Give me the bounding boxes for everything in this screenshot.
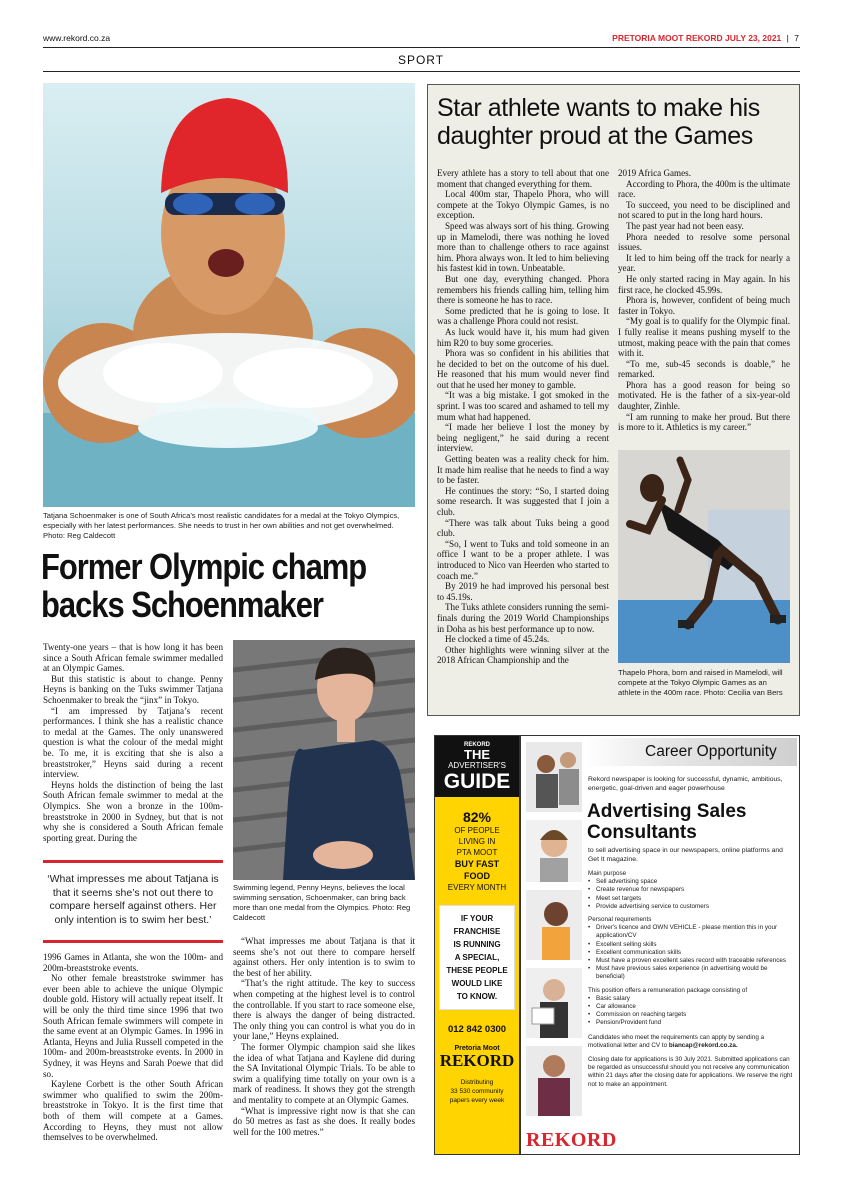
guide-advertisers: ADVERTISER'S	[448, 761, 506, 770]
list-item: • Commission on reaching targets	[588, 1011, 794, 1019]
paragraph: Some predicted that he is going to lose. It was a challenge Phora could not resist.	[437, 305, 609, 327]
apply-email[interactable]: biancap@rekord.co.za.	[668, 1041, 738, 1049]
paragraph: “I am running to make her proud. But there is more to it. Athletics is my career.”	[618, 411, 790, 433]
paragraph: 1996 Games in Atlanta, she won the 100m- and 200m-breaststroke events.	[43, 952, 223, 973]
swimmer-col1-top	[43, 642, 223, 849]
guide-stat-line: OF PEOPLE	[454, 826, 500, 835]
guide-franchise-line: IF YOUR	[460, 914, 494, 923]
athlete-photo-caption: Thapelo Phora, born and raised in Mamelodi, will compete at the Tokyo Olympic Games as an athlete in the 400m race. Photo: Cecilia van Bers	[618, 668, 783, 697]
career-title	[587, 801, 797, 843]
career-details	[588, 870, 794, 1089]
package-heading: This position offers a remuneration package consisting of	[588, 986, 748, 994]
list-item: • Create revenue for newspapers	[588, 886, 794, 894]
guide-guide: GUIDE	[443, 770, 511, 793]
guide-stat-line: LIVING IN	[458, 837, 496, 846]
pull-quote-top-rule	[43, 860, 223, 863]
paragraph: But this statistic is about to change. Penny Heyns is banking on the Tuks swimmer Tatjana Schoenmaker to break the “jinx” in Tokyo.	[43, 673, 223, 705]
swimmer-col2-bottom	[233, 936, 415, 1157]
paragraph: Phora has a good reason for being so motivated. He is the father of a six-year-old daughter, Zinhle.	[618, 379, 790, 412]
guide-buy-line: FOOD	[464, 871, 490, 881]
paragraph: “So, I went to Tuks and told someone in an office I want to be a proper athlete. I was introduced to Nico van Heerden who started to coach me.”	[437, 538, 609, 581]
guide-franchise-line: A SPECIAL,	[454, 953, 500, 962]
section-label: SPORT	[397, 53, 445, 67]
pull-quote: ‘What impresses me about Tatjana is that it seems she’s not out there to compare herself against others. Her only intention is to swim her best.’	[47, 873, 219, 926]
requirements-list	[588, 924, 794, 981]
paragraph: To succeed, you need to be disciplined and not scared to put in the long hard hours.	[618, 199, 790, 221]
athlete-col2	[618, 168, 790, 446]
paragraph: Phora is, however, confident of being much faster in Tokyo.	[618, 295, 790, 316]
swimmer-headline-line2: backs Schoenmaker	[41, 584, 323, 625]
list-item: • Must have previous sales experience (in advertising would be beneficial)	[588, 965, 794, 981]
guide-percent: 82%	[462, 809, 492, 825]
paragraph: He clocked a time of 45.24s.	[445, 634, 550, 645]
package-list	[588, 995, 794, 1028]
paragraph: Kaylene Corbett is the other South African swimmer who qualified to swim the 200m-breaststroke in Tokyo. It is the first time that both of them will compete at a Games. According to Heyns, they must not allow themselves to be overwhelmed.	[43, 1079, 223, 1143]
header-page-number: 7	[794, 33, 799, 43]
guide-franchise-line: TO KNOW.	[456, 992, 498, 1001]
header-separator: |	[786, 33, 789, 43]
paragraph: No other female breaststroke swimmer has ever been able to achieve the unique Olympic double gold. History will actually repeat itself. It will be only the third time since 1996 that two South African female swimmers will compete in the same event at an Olympic Games. In 1996 in Atlanta, Heyns and Julia Russell competed in the 100m- and 200m-breaststroke events. In 2000 in Sydney, it was Heyns and Sarah Poewe that did so.	[43, 973, 223, 1079]
guide-distribution-line: 33 530 community	[450, 1088, 504, 1095]
career-intro: Rekord newspaper is looking for successful, dynamic, ambitious, energetic, goal-driven and eager powerhouse	[588, 776, 783, 792]
header-publication: PRETORIA MOOT REKORD	[612, 33, 723, 43]
paragraph: But one day, everything changed. Phora remembers his friends calling him, telling him there is someone he has to race.	[437, 273, 609, 306]
header-website: www.rekord.co.za	[43, 33, 111, 43]
guide-brand-small: Pretoria Moot	[454, 1045, 500, 1052]
paragraph: “That’s the right attitude. The key to success when competing at the highest level is to control the controllable. If you start to race someone else, there is always the danger of being distracted. The only thing you can control is what you do in your lane,” Heyns explained.	[233, 978, 415, 1042]
main-purpose-heading: Main purpose	[588, 870, 627, 877]
paragraph: Twenty-one years – that is how long it has been since a South African female swimmer medalled at an Olympic Games.	[43, 642, 223, 674]
swimmer-col1-bottom	[43, 952, 223, 1157]
paragraph: Phora was so confident in his abilities that he decided to bet on the outcome of his duel. He reasoned that his mum would never find out that he used her money to gamble.	[437, 348, 609, 390]
paragraph: As luck would have it, his mum had given him R20 to buy some groceries.	[437, 326, 609, 348]
guide-the: THE	[464, 747, 490, 762]
list-item: • Excellent communication skills	[588, 949, 794, 957]
athlete-headline: Star athlete wants to make his daughter proud at the Games	[437, 94, 760, 150]
list-item: • Meet set targets	[588, 895, 794, 903]
paragraph: “To me, sub-45 seconds is doable,” he remarked.	[618, 358, 790, 380]
career-banner: Career Opportunity	[585, 738, 797, 766]
list-item: • Sell advertising space	[588, 878, 794, 886]
list-item: • Must have a proven excellent sales record with traceable references	[588, 957, 794, 965]
guide-distribution-line: papers every week	[449, 1097, 505, 1104]
guide-rekord-small: REKORD	[463, 742, 490, 748]
paragraph: “It was a big mistake. I got smoked in the sprint. I was too scared and ashamed to tell my mum what had happened.	[437, 390, 609, 422]
guide-every-month: EVERY MONTH	[447, 883, 507, 892]
closing-text: Closing date for applications is 30 July 2021. Submitted applications can be regarded as unsuccessful should you not receive any communication within 21 days after the closing date for applications. We reserve the right not to make an appointment.	[588, 1056, 793, 1088]
swimmer-headline	[41, 548, 368, 624]
guide-stat-line: PTA MOOT	[456, 848, 498, 857]
paragraph: “What impresses me about Tatjana is that it seems she’s not out there to compare herself against others. Her only intention is to swim to the best of her ability.	[233, 936, 415, 978]
career-title-line2: Consultants	[587, 822, 697, 843]
paragraph: “My goal is to qualify for the Olympic final. I fully realise it means pushing myself to the utmost, making peace with the pain that comes with it.	[618, 316, 790, 359]
paragraph: Speed was always sort of his thing. Growing up in Mamelodi, there was nothing he loved more than to challenge others to race against him. Phora always won. It led to him believing his fastest kid in town. Unbeatable.	[437, 220, 609, 274]
paragraph: Other highlights were winning silver at the 2018 African Championship and the	[437, 644, 609, 666]
apply-text-block	[588, 1034, 794, 1050]
guide-franchise-line: WOULD LIKE	[451, 979, 503, 988]
paragraph: He continues the story: “So, I started doing some research. It was suggested that I join a club.	[437, 485, 609, 517]
career-people-photos	[526, 742, 582, 1122]
career-lead: to sell advertising space in our newspapers, online platforms and Get It magazine.	[588, 847, 783, 863]
section-rule	[43, 71, 800, 72]
paragraph: “There was talk about Tuks being a good club.	[437, 517, 609, 539]
list-item: • Pension/Provident fund	[588, 1019, 794, 1027]
athlete-photo	[618, 450, 790, 663]
list-item: • Driver's licence and OWN VEHICLE - please mention this in your application/CV	[588, 924, 794, 940]
guide-buy-line: BUY FAST	[454, 859, 500, 869]
guide-ad	[434, 735, 520, 1155]
pull-quote-bottom-rule	[43, 940, 223, 943]
swimmer-photo	[43, 83, 415, 507]
header-rule	[43, 47, 800, 48]
career-logo: REKORD	[526, 1129, 617, 1151]
list-item: • Basic salary	[588, 995, 794, 1003]
apply-text: Candidates who meet the requirements can apply by sending a motivational letter and CV to	[588, 1033, 765, 1049]
paragraph: By 2019 he had improved his personal best to 45.19s.	[437, 581, 609, 602]
header-publication-line	[612, 33, 799, 43]
paragraph: “I made her believe I lost the money by being negligent,” he said during a recent interview.	[437, 422, 609, 454]
paragraph: He only started racing in May again. In his first race, he clocked 45.99s.	[618, 273, 790, 295]
main-purpose-list	[588, 878, 794, 911]
heyns-photo	[233, 640, 415, 880]
athlete-col1	[437, 168, 609, 710]
guide-franchise-line: THESE PEOPLE	[446, 966, 508, 975]
requirements-heading: Personal requirements	[588, 916, 652, 924]
swimmer-headline-line1: Former Olympic champ	[41, 546, 367, 587]
paragraph: Every athlete has a story to tell about that one moment that changed everything for them.	[437, 168, 609, 189]
header-date: JULY 23, 2021	[725, 33, 782, 43]
paragraph: “What is impressive right now is that she can do 50 metres as fast as she does. It really bodes well for the 100 metres.”	[233, 1105, 415, 1137]
paragraph: According to Phora, the 400m is the ultimate race.	[618, 178, 790, 200]
swimmer-photo-caption: Tatjana Schoenmaker is one of South Africa's most realistic candidates for a medal at the Tokyo Olympics, especially with her latest performances. She needs to trust in her own abilities and not get overwhelmed. Photo: Reg Caldecott	[43, 511, 400, 540]
list-item: • Excellent selling skills	[588, 941, 794, 949]
paragraph: “I am impressed by Tatjana’s recent performances. I think she has a realistic chance to medal at the Games. The only unanswered question is what the colour of the medal might be. To me, it is exciting that she is also a breaststroker,” Heyns said during a recent interview.	[43, 705, 223, 780]
guide-phone: 012 842 0300	[447, 1024, 507, 1035]
guide-franchise-line: FRANCHISE	[453, 927, 501, 936]
paragraph: The past year had not been easy.	[626, 220, 744, 231]
heyns-photo-caption: Swimming legend, Penny Heyns, believes the local swimming sensation, Schoenmaker, can bring back more than one medal from the Olympics. Photo: Reg Caldecott	[233, 883, 411, 922]
paragraph: The Tuks athlete considers running the semi-finals during the 2019 World Championships in Doha as his best performance up to now.	[437, 602, 609, 634]
guide-brand-big: REKORD	[439, 1051, 515, 1070]
guide-franchise-block	[439, 905, 515, 1010]
career-title-line1: Advertising Sales	[587, 801, 747, 822]
list-item: • Car allowance	[588, 1003, 794, 1011]
list-item: • Provide advertising service to customers	[588, 903, 794, 911]
paragraph: Phora needed to resolve some personal issues.	[618, 231, 790, 253]
paragraph: Local 400m star, Thapelo Phora, who will compete at the Tokyo Olympic Games, is no exception.	[437, 189, 609, 221]
guide-header	[435, 736, 519, 797]
guide-franchise-line: IS RUNNING	[453, 940, 501, 949]
paragraph: The former Olympic champion said she likes the idea of what Tatjana and Kaylene did during the SA Invitational Olympic Trials. To be able to swim a qualifying time totally on your own is a mark of readiness. It shows they got the strength and mentality to compete at an Olympic Games.	[233, 1041, 415, 1105]
paragraph: 2019 Africa Games.	[618, 168, 691, 178]
paragraph: It led to him being off the track for nearly a year.	[618, 252, 790, 274]
guide-distribution-line: Distributing	[460, 1079, 494, 1086]
paragraph: Getting beaten was a reality check for him. It made him realise that he needs to find a way to be faster.	[437, 454, 609, 486]
paragraph: Heyns holds the distinction of being the last South African female swimmer to medal at the Olympics. She won a bronze in the 100m-breaststroke in 2000 in Sydney, but that is not why she is considered a South African female sporting great. During the	[43, 779, 223, 843]
